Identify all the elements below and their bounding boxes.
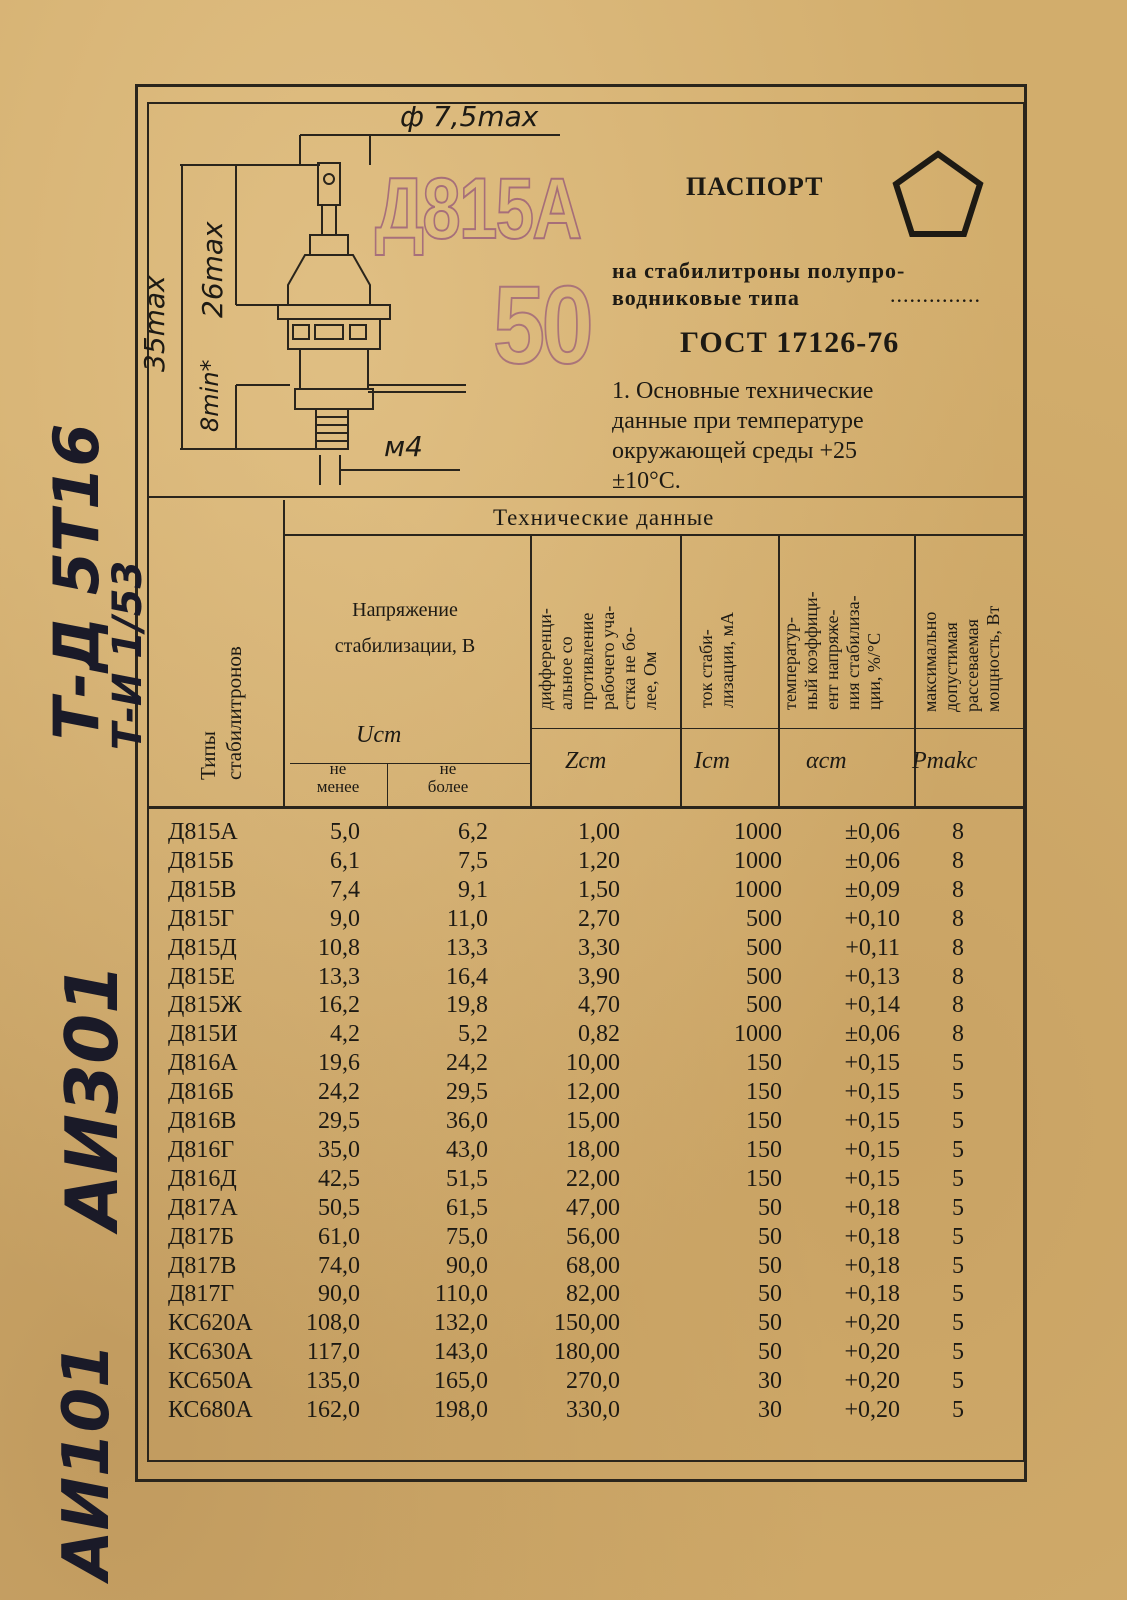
cell-a: +0,18 [844, 1223, 900, 1250]
cell-u-min: 42,5 [318, 1165, 360, 1192]
col-header-current [696, 612, 738, 708]
cell-type: Д816В [168, 1108, 237, 1134]
cell-u-max: 16,4 [446, 963, 488, 990]
table-top-rule [147, 496, 1025, 498]
cell-a: +0,15 [844, 1136, 900, 1163]
cell-a: +0,15 [844, 1108, 900, 1134]
cell-u-min: 29,5 [318, 1108, 360, 1134]
cell-a: +0,18 [844, 1281, 900, 1308]
cell-p: 8 [952, 847, 964, 874]
technical-data-header: Технические данные [493, 505, 715, 530]
cell-type: Д815И [168, 1021, 238, 1048]
cell-u-max: 132,0 [434, 1310, 488, 1337]
cell-z: 2,70 [578, 905, 620, 932]
cell-p: 8 [952, 1021, 964, 1048]
stamp-model: Д815А [375, 161, 581, 257]
cell-type: Д816Б [168, 1079, 235, 1106]
col-header-line: максимально [920, 611, 940, 712]
cell-i: 50 [758, 1339, 782, 1366]
intro-line: окружающей среды +25 [612, 438, 858, 464]
col-header-line: стабилитронов [222, 646, 246, 780]
symbol-rule [530, 728, 1025, 729]
cell-z: 3,90 [578, 963, 620, 990]
col-header-line: стка не бо- [619, 626, 639, 710]
cell-p: 5 [952, 1281, 964, 1308]
col-header-line: ток стаби- [696, 629, 716, 708]
cell-u-min: 7,4 [330, 876, 360, 903]
cell-a: ±0,09 [844, 876, 900, 903]
cell-i: 1000 [734, 1021, 782, 1048]
cell-u-min: 6,1 [330, 847, 360, 874]
cell-u-max: 5,2 [458, 1021, 488, 1048]
cell-p: 8 [952, 963, 964, 990]
cell-i: 30 [758, 1368, 782, 1395]
cell-type: Д815Е [168, 963, 236, 990]
cell-z: 270,0 [566, 1368, 620, 1395]
cell-u-max: 29,5 [446, 1079, 488, 1106]
col-header-power [920, 606, 1004, 712]
handwritten-note-1: Т-Д 5Т16 [40, 423, 113, 740]
cell-u-max: 36,0 [446, 1108, 488, 1134]
col-header-line: не [439, 759, 457, 778]
col-header-line: стабилизации, В [334, 635, 476, 657]
cell-u-min: 13,3 [318, 963, 360, 990]
col-header-line: ции, %/°С [864, 632, 884, 710]
gost-reference: ГОСТ 17126-76 [680, 326, 900, 359]
cell-z: 10,00 [566, 1050, 620, 1077]
cell-p: 5 [952, 1108, 964, 1134]
cell-i: 50 [758, 1310, 782, 1337]
col-header-voltage [296, 592, 514, 664]
col-header-line: ент напряже- [822, 609, 842, 710]
cell-p: 8 [952, 992, 964, 1019]
cell-z: 330,0 [566, 1397, 620, 1423]
cell-p: 8 [952, 934, 964, 961]
cell-type: КС620А [168, 1310, 253, 1337]
cell-z: 12,00 [566, 1079, 620, 1106]
cell-z: 150,00 [554, 1310, 620, 1337]
cell-u-max: 43,0 [446, 1136, 488, 1163]
col-divider-diff [680, 534, 682, 806]
cell-type: КС630А [168, 1339, 253, 1366]
cell-type: Д815А [168, 819, 238, 845]
document-subtitle-line1: на стабилитроны полупро- [612, 258, 906, 283]
cell-u-max: 19,8 [446, 992, 488, 1019]
cell-z: 47,00 [566, 1194, 620, 1221]
cell-i: 1000 [734, 876, 782, 903]
cell-p: 5 [952, 1223, 964, 1250]
cell-type: Д815Б [168, 847, 235, 874]
cell-i: 1000 [734, 847, 782, 874]
cell-i: 500 [746, 963, 782, 990]
cell-p: 5 [952, 1136, 964, 1163]
col-header-line: дифференци- [535, 608, 555, 710]
cell-i: 150 [746, 1079, 782, 1106]
cell-type: Д816А [168, 1050, 238, 1077]
cell-i: 50 [758, 1194, 782, 1221]
cell-z: 4,70 [578, 992, 620, 1019]
cell-type: Д815В [168, 876, 237, 903]
cell-a: +0,15 [844, 1050, 900, 1077]
cell-u-min: 16,2 [318, 992, 360, 1019]
cell-u-min: 35,0 [318, 1136, 360, 1163]
cell-type: Д816Д [168, 1165, 237, 1192]
cell-a: +0,14 [844, 992, 900, 1019]
cell-i: 500 [746, 905, 782, 932]
cell-z: 22,00 [566, 1165, 620, 1192]
col-header-line: ный коэффици- [801, 591, 821, 710]
col-header-line: лизации, мА [717, 611, 737, 708]
cell-u-min: 50,5 [318, 1194, 360, 1221]
cell-a: +0,10 [844, 905, 900, 932]
col-header-line: ния стабилиза- [843, 595, 863, 710]
cell-u-max: 13,3 [446, 934, 488, 961]
cell-z: 68,00 [566, 1252, 620, 1279]
cell-a: +0,11 [845, 934, 900, 961]
cell-a: +0,13 [844, 963, 900, 990]
cell-p: 5 [952, 1194, 964, 1221]
cell-type: Д817А [168, 1194, 238, 1221]
stamp-number: 50 [493, 264, 591, 387]
cell-i: 150 [746, 1165, 782, 1192]
cell-i: 50 [758, 1252, 782, 1279]
cell-a: +0,18 [844, 1194, 900, 1221]
cell-u-max: 7,5 [458, 847, 488, 874]
col-header-voltage-min [296, 760, 380, 796]
cell-a: +0,20 [844, 1397, 900, 1423]
cell-u-max: 75,0 [446, 1223, 488, 1250]
cell-type: Д815Ж [168, 992, 242, 1019]
cell-type: Д817В [168, 1252, 237, 1279]
cell-p: 5 [952, 1079, 964, 1106]
cell-z: 18,00 [566, 1136, 620, 1163]
handwritten-note-3: АИ301 [50, 963, 134, 1230]
cell-i: 150 [746, 1108, 782, 1134]
cell-a: ±0,06 [844, 847, 900, 874]
cell-a: +0,20 [844, 1339, 900, 1366]
symbol-zcm: Zст [565, 748, 607, 774]
cell-u-max: 165,0 [434, 1368, 488, 1395]
col-header-line: альное со [556, 636, 576, 710]
cell-u-min: 61,0 [318, 1223, 360, 1250]
cell-z: 82,00 [566, 1281, 620, 1308]
cell-z: 1,00 [578, 819, 620, 845]
cell-type: КС650А [168, 1368, 253, 1395]
cell-a: +0,18 [844, 1252, 900, 1279]
cell-u-max: 9,1 [458, 876, 488, 903]
symbol-ucm: Uст [356, 722, 402, 748]
col-header-line: противление [577, 612, 597, 710]
cell-i: 1000 [734, 819, 782, 845]
header-bottom-rule [147, 806, 1025, 809]
intro-line: ±10°С. [612, 468, 681, 494]
col-header-types [195, 646, 247, 780]
cell-p: 5 [952, 1252, 964, 1279]
cell-u-max: 6,2 [458, 819, 488, 845]
document-title: ПАСПОРТ [686, 172, 824, 201]
cell-p: 5 [952, 1397, 964, 1423]
col-header-line: Типы [196, 731, 220, 780]
cell-p: 5 [952, 1368, 964, 1395]
cell-z: 3,30 [578, 934, 620, 961]
cell-u-max: 51,5 [446, 1165, 488, 1192]
col-header-line: рассеваемая [962, 619, 982, 712]
cell-a: ±0,06 [844, 819, 900, 845]
intro-paragraph [612, 376, 1020, 496]
cell-u-min: 74,0 [318, 1252, 360, 1279]
cell-a: +0,15 [844, 1079, 900, 1106]
cell-z: 1,50 [578, 876, 620, 903]
cell-a: ±0,06 [844, 1021, 900, 1048]
cell-z: 0,82 [578, 1021, 620, 1048]
cell-u-min: 162,0 [306, 1397, 360, 1423]
cell-p: 8 [952, 819, 964, 845]
cell-i: 150 [746, 1050, 782, 1077]
dimension-diameter: ф 7,5max [400, 100, 539, 133]
cell-u-min: 135,0 [306, 1368, 360, 1395]
cell-u-max: 61,5 [446, 1194, 488, 1221]
cell-z: 56,00 [566, 1223, 620, 1250]
cell-z: 180,00 [554, 1339, 620, 1366]
col-header-line: лее, Ом [640, 651, 660, 710]
cell-u-max: 24,2 [446, 1050, 488, 1077]
cell-p: 8 [952, 905, 964, 932]
handwritten-note-4: АИ101 [50, 1343, 124, 1580]
cell-type: Д815Г [168, 905, 235, 932]
col-header-temp-coef [780, 591, 885, 710]
col-header-line: Напряжение [352, 599, 458, 621]
cell-u-min: 24,2 [318, 1079, 360, 1106]
cell-z: 15,00 [566, 1108, 620, 1134]
cell-type: Д816Г [168, 1136, 235, 1163]
cell-i: 50 [758, 1281, 782, 1308]
cell-u-max: 11,0 [446, 905, 488, 932]
cell-type: Д817Г [168, 1281, 235, 1308]
document-subtitle-line2: водниковые типа [612, 285, 800, 310]
cell-p: 5 [952, 1165, 964, 1192]
cell-z: 1,20 [578, 847, 620, 874]
dimension-min: 8min* [196, 359, 224, 432]
col-header-line: рабочего уча- [598, 605, 618, 710]
cell-type: Д815Д [168, 934, 237, 961]
cell-u-max: 90,0 [446, 1252, 488, 1279]
col-header-line: температур- [780, 616, 800, 710]
cell-p: 5 [952, 1050, 964, 1077]
intro-line: 1. Основные технические [612, 378, 874, 404]
cell-i: 50 [758, 1223, 782, 1250]
col-divider-types [283, 500, 285, 806]
col-header-line: не [329, 759, 347, 778]
cell-u-min: 10,8 [318, 934, 360, 961]
cell-type: КС680А [168, 1397, 253, 1423]
cell-u-max: 143,0 [434, 1339, 488, 1366]
cell-type: Д817Б [168, 1223, 235, 1250]
handwritten-note-2: Т-И 1/53 [105, 560, 151, 750]
cell-u-max: 198,0 [434, 1397, 488, 1423]
symbol-pmax: Рmakc [912, 748, 978, 774]
symbol-icm: Iст [694, 748, 730, 774]
col-header-line: менее [316, 777, 360, 796]
cell-a: +0,20 [844, 1310, 900, 1337]
cell-u-min: 5,0 [330, 819, 360, 845]
cell-p: 5 [952, 1310, 964, 1337]
col-header-line: более [427, 777, 469, 796]
intro-line: данные при температуре [612, 408, 864, 434]
cell-u-min: 117,0 [306, 1339, 360, 1366]
cell-a: +0,15 [844, 1165, 900, 1192]
cell-u-min: 108,0 [306, 1310, 360, 1337]
cell-i: 500 [746, 992, 782, 1019]
cell-u-min: 4,2 [330, 1021, 360, 1048]
cell-i: 500 [746, 934, 782, 961]
cell-a: +0,20 [844, 1368, 900, 1395]
subtitle-dots: .............. [890, 282, 981, 307]
cell-u-min: 19,6 [318, 1050, 360, 1077]
col-header-diff-resistance [535, 606, 661, 710]
dimension-body: 26max [196, 221, 229, 318]
symbol-acm: αст [806, 748, 847, 774]
cell-u-min: 90,0 [318, 1281, 360, 1308]
col-header-line: мощность, Вт [983, 605, 1003, 712]
dimension-height: 35max [138, 275, 171, 372]
col-header-voltage-max [384, 760, 512, 796]
dimension-thread: м4 [384, 430, 423, 463]
cell-i: 150 [746, 1136, 782, 1163]
pentagon-logo-icon [888, 148, 988, 242]
cell-u-max: 110,0 [434, 1281, 488, 1308]
cell-p: 8 [952, 876, 964, 903]
col-header-line: допустимая [941, 622, 961, 712]
cell-u-min: 9,0 [330, 905, 360, 932]
col-divider-voltage [530, 534, 532, 806]
cell-i: 30 [758, 1397, 782, 1423]
cell-p: 5 [952, 1339, 964, 1366]
